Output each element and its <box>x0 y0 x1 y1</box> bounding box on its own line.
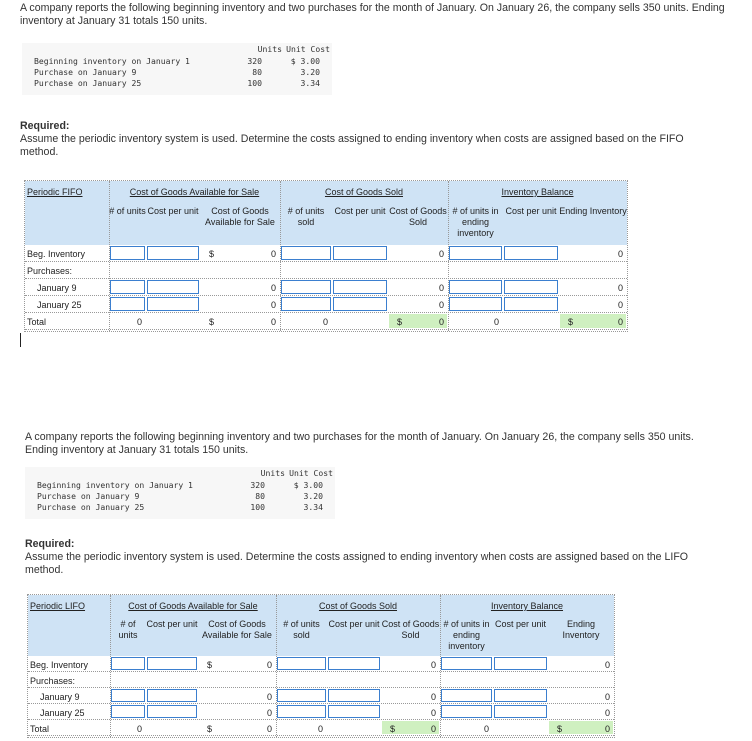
computed-value: 0 <box>266 692 272 702</box>
column-header: Ending Inventory <box>559 206 627 216</box>
currency-symbol: $ <box>568 317 574 327</box>
group-header: Cost of Goods Sold <box>318 601 398 611</box>
row-units: 100 <box>250 502 265 512</box>
entry-input[interactable] <box>441 705 492 718</box>
computed-value: 0 <box>604 692 610 702</box>
header-units: Units <box>257 44 282 54</box>
entry-input[interactable] <box>281 246 331 260</box>
row-divider <box>25 295 627 296</box>
entry-input[interactable] <box>277 705 326 718</box>
row-cost: $ 3.00 <box>293 480 323 490</box>
entry-input[interactable] <box>147 280 199 294</box>
row-cost: 3.34 <box>300 78 320 88</box>
row-divider <box>25 329 627 330</box>
entry-input[interactable] <box>504 297 558 311</box>
computed-value: 0 <box>617 300 623 310</box>
row-label: Beginning inventory on January 1 <box>34 56 190 66</box>
column-header: Cost per unit <box>146 619 198 629</box>
row-label: Beginning inventory on January 1 <box>37 480 193 490</box>
row-label: Purchase on January 9 <box>34 67 137 77</box>
row-divider <box>25 278 627 279</box>
table-row <box>25 480 335 491</box>
computed-value: 0 <box>317 724 323 734</box>
entry-input[interactable] <box>449 297 502 311</box>
currency-symbol: $ <box>390 724 396 734</box>
computed-value: 0 <box>270 249 276 259</box>
row-label: January 9 <box>40 692 80 702</box>
entry-input[interactable] <box>328 705 380 718</box>
row-units: 320 <box>250 480 265 490</box>
row-units: 80 <box>255 491 265 501</box>
required-title: Required: <box>20 120 70 132</box>
group-header: Inventory Balance <box>501 187 574 197</box>
entry-input[interactable] <box>333 280 387 294</box>
column-header: # of units in ending inventory <box>443 619 490 651</box>
column-header: # of units <box>118 619 138 640</box>
computed-value: 0 <box>430 724 436 734</box>
computed-value: 0 <box>483 724 489 734</box>
sheet-method-label: Periodic LIFO <box>30 601 86 611</box>
computed-value: 0 <box>266 660 272 670</box>
header-unit-cost: Unit Cost <box>289 468 333 478</box>
row-label: January 9 <box>37 283 77 293</box>
computed-value: 0 <box>270 317 276 327</box>
entry-input[interactable] <box>441 689 492 702</box>
row-units: 100 <box>247 78 262 88</box>
lifo-worksheet <box>27 594 615 738</box>
entry-input[interactable] <box>147 689 197 702</box>
column-header: Cost of Goods Sold <box>381 619 440 640</box>
entry-input[interactable] <box>494 705 547 718</box>
row-label: Beg. Inventory <box>30 660 89 670</box>
table-row <box>25 502 335 513</box>
entry-input[interactable] <box>111 705 145 718</box>
row-divider <box>28 671 614 672</box>
computed-value: 0 <box>266 708 272 718</box>
entry-input[interactable] <box>110 280 145 294</box>
entry-input[interactable] <box>147 297 199 311</box>
row-label: January 25 <box>40 708 85 718</box>
group-header: Cost of Goods Available for Sale <box>129 187 260 197</box>
column-header: Cost of Goods Sold <box>389 206 447 227</box>
computed-value: 0 <box>438 283 444 293</box>
column-header: # of units in ending inventory <box>452 206 499 238</box>
column-header: # of units sold <box>287 206 325 227</box>
entry-input[interactable] <box>281 280 331 294</box>
computed-value: 0 <box>438 300 444 310</box>
row-divider <box>25 261 627 262</box>
table-row <box>22 67 332 78</box>
computed-value: 0 <box>430 708 436 718</box>
required-text: Assume the periodic inventory system is used. Determine the costs assigned to ending inventory when costs are assigned based on the LIFO method. <box>25 551 689 576</box>
header-unit-cost: Unit Cost <box>286 44 330 54</box>
table-row <box>22 78 332 89</box>
computed-value: 0 <box>322 317 328 327</box>
sheet-method-label: Periodic FIFO <box>27 187 83 197</box>
row-label: Purchase on January 25 <box>37 502 145 512</box>
group-header: Cost of Goods Sold <box>324 187 404 197</box>
entry-input[interactable] <box>111 689 145 702</box>
row-cost: 3.34 <box>303 502 323 512</box>
table-row <box>22 56 332 67</box>
row-label: Purchases: <box>27 266 73 276</box>
entry-input[interactable] <box>333 297 387 311</box>
inventory-data-table <box>25 467 335 519</box>
computed-value: 0 <box>270 300 276 310</box>
currency-symbol: $ <box>397 317 403 327</box>
row-divider <box>28 719 614 720</box>
row-label: Total <box>27 317 47 327</box>
entry-input[interactable] <box>504 280 558 294</box>
computed-value: 0 <box>270 283 276 293</box>
row-divider <box>28 687 614 688</box>
entry-input[interactable] <box>111 657 145 670</box>
row-label: Beg. Inventory <box>27 249 86 259</box>
currency-symbol: $ <box>557 724 563 734</box>
column-header: Cost per unit <box>494 619 547 629</box>
computed-value: 0 <box>430 692 436 702</box>
entry-input[interactable] <box>147 246 199 260</box>
row-label: January 25 <box>37 300 82 310</box>
computed-value: 0 <box>430 660 436 670</box>
column-header: Cost per unit <box>334 206 386 216</box>
row-label: Total <box>30 724 50 734</box>
inventory-data-table <box>22 43 332 95</box>
entry-input[interactable] <box>504 246 558 260</box>
currency-symbol: $ <box>207 660 213 670</box>
entry-input[interactable] <box>333 246 387 260</box>
entry-input[interactable] <box>328 657 380 670</box>
computed-value: 0 <box>438 249 444 259</box>
row-label: Purchases: <box>30 676 76 686</box>
computed-value: 0 <box>266 724 272 734</box>
column-header: Cost of Goods Available for Sale <box>202 619 272 640</box>
entry-input[interactable] <box>277 657 326 670</box>
group-header: Cost of Goods Available for Sale <box>128 601 258 611</box>
entry-input[interactable] <box>147 657 197 670</box>
entry-input[interactable] <box>449 280 502 294</box>
header-units: Units <box>260 468 285 478</box>
computed-value: 0 <box>617 249 623 259</box>
row-cost: 3.20 <box>303 491 323 501</box>
table-row <box>25 491 335 502</box>
entry-input[interactable] <box>277 689 326 702</box>
computed-value: 0 <box>136 317 142 327</box>
entry-input[interactable] <box>110 246 145 260</box>
computed-value: 0 <box>136 724 142 734</box>
entry-input[interactable] <box>494 689 547 702</box>
computed-value: 0 <box>617 283 623 293</box>
column-header: Cost of Goods Available for Sale <box>205 206 275 227</box>
fifo-worksheet <box>24 180 628 332</box>
row-cost: 3.20 <box>300 67 320 77</box>
computed-value: 0 <box>438 317 444 327</box>
problem-intro: A company reports the following beginning inventory and two purchases for the month of January. On January 26, the company sells 350 units. Ending inventory at January 31 totals 150 units. <box>25 431 694 456</box>
row-label: Purchase on January 25 <box>34 78 142 88</box>
column-header: Cost per unit <box>147 206 199 216</box>
computed-value: 0 <box>617 317 623 327</box>
entry-input[interactable] <box>147 705 197 718</box>
text-cursor <box>20 333 21 347</box>
entry-input[interactable] <box>328 689 380 702</box>
required-text: Assume the periodic inventory system is used. Determine the costs assigned to ending inventory when costs are assigned based on the FIFO method. <box>20 133 684 158</box>
required-title: Required: <box>25 538 75 550</box>
column-header: Cost per unit <box>505 206 557 216</box>
entry-input[interactable] <box>449 246 502 260</box>
column-header: Ending Inventory <box>562 619 600 640</box>
computed-value: 0 <box>604 724 610 734</box>
row-units: 80 <box>252 67 262 77</box>
currency-symbol: $ <box>207 724 213 734</box>
row-label: Purchase on January 9 <box>37 491 140 501</box>
entry-input[interactable] <box>281 297 331 311</box>
row-divider <box>28 735 614 736</box>
row-cost: $ 3.00 <box>290 56 320 66</box>
currency-symbol: $ <box>209 317 215 327</box>
computed-value: 0 <box>604 660 610 670</box>
row-divider <box>28 703 614 704</box>
computed-value: 0 <box>493 317 499 327</box>
problem-intro: A company reports the following beginning inventory and two purchases for the month of January. On January 26, the company sells 350 units. Ending inventory at January 31 totals 150 units. <box>20 2 725 27</box>
column-header: Cost per unit <box>328 619 380 629</box>
column-header: # of units sold <box>283 619 320 640</box>
column-header: # of units <box>109 206 146 216</box>
currency-symbol: $ <box>209 249 215 259</box>
row-units: 320 <box>247 56 262 66</box>
entry-input[interactable] <box>441 657 492 670</box>
entry-input[interactable] <box>494 657 547 670</box>
computed-value: 0 <box>604 708 610 718</box>
group-header: Inventory Balance <box>490 601 564 611</box>
entry-input[interactable] <box>110 297 145 311</box>
row-divider <box>25 312 627 313</box>
